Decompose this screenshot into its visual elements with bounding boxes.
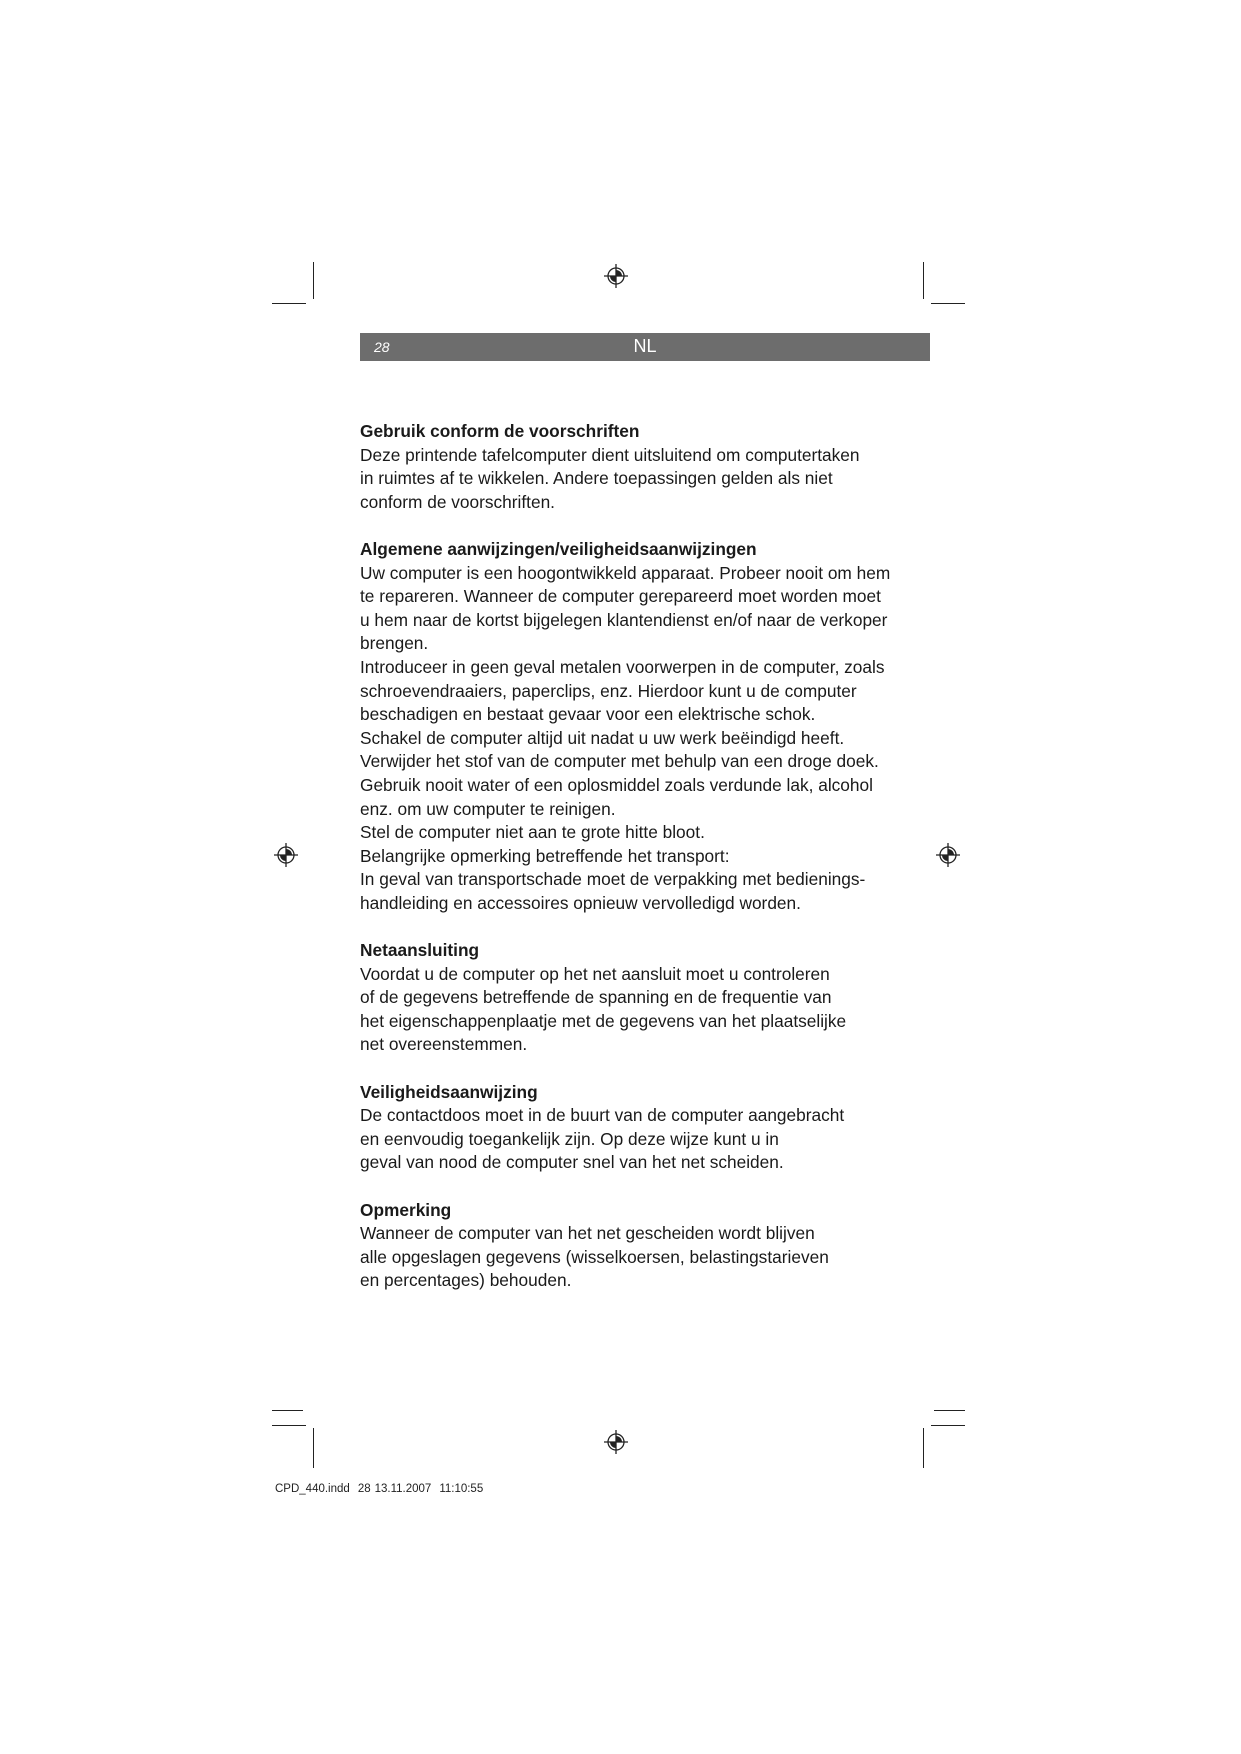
- registration-mark-icon: [936, 843, 960, 867]
- crop-mark-bottom-left-horizontal-b: [272, 1425, 306, 1426]
- section-heading: Veiligheidsaanwijzing: [360, 1081, 538, 1102]
- text-line: Wanneer de computer van het net gescheiden wordt blijven: [360, 1223, 815, 1244]
- paragraph: [360, 821, 900, 915]
- text-line: geval van nood de computer snel van het net scheiden.: [360, 1152, 784, 1173]
- text-line: beschadigen en bestaat gevaar voor een elektrische schok.: [360, 704, 816, 725]
- text-line: en eenvoudig toegankelijk zijn. Op deze wijze kunt u in: [360, 1128, 779, 1149]
- text-line: Gebruik nooit water of een oplosmiddel zoals verdunde lak, alcohol: [360, 774, 873, 795]
- paragraph: [360, 1104, 900, 1175]
- crop-mark-bottom-right-horizontal-b: [931, 1425, 965, 1426]
- crop-mark-top-left-vertical: [313, 262, 314, 299]
- print-slug: [275, 1483, 491, 1495]
- registration-mark-icon: [604, 264, 628, 288]
- text-line: In geval van transportschade moet de verpakking met bedienings-: [360, 869, 866, 890]
- text-line: het eigenschappenplaatje met de gegevens van het plaatselijke: [360, 1010, 847, 1031]
- text-line: en percentages) behouden.: [360, 1270, 572, 1291]
- paragraph: [360, 1222, 900, 1293]
- crop-mark-bottom-left-vertical: [313, 1428, 314, 1468]
- crop-mark-bottom-left-horizontal-a: [272, 1410, 303, 1411]
- text-line: net overeenstemmen.: [360, 1034, 528, 1055]
- text-line: u hem naar de kortst bijgelegen klantendienst en/of naar de verkoper: [360, 609, 888, 630]
- section: [360, 939, 900, 1057]
- text-line: in ruimtes af te wikkelen. Andere toepassingen gelden als niet: [360, 468, 833, 489]
- slug-date: 13.11.2007: [374, 1483, 432, 1495]
- section: [360, 1081, 900, 1175]
- section: [360, 420, 900, 514]
- crop-mark-top-right-vertical: [923, 262, 924, 299]
- registration-mark-icon: [274, 843, 298, 867]
- text-line: Deze printende tafelcomputer dient uitsluitend om computertaken: [360, 444, 860, 465]
- section-heading: Netaansluiting: [360, 940, 480, 961]
- language-label: NL: [633, 336, 657, 356]
- crop-mark-bottom-right-vertical: [923, 1428, 924, 1468]
- page-number: 28: [374, 339, 390, 355]
- text-line: Stel de computer niet aan te grote hitte bloot.: [360, 822, 705, 843]
- text-line: te repareren. Wanneer de computer gerepareerd moet worden moet: [360, 586, 881, 607]
- slug-page: 28: [357, 1483, 371, 1495]
- text-line: Uw computer is een hoogontwikkeld apparaat. Probeer nooit om hem: [360, 562, 891, 583]
- slug-file: CPD_440.indd: [275, 1483, 350, 1495]
- text-line: Introduceer in geen geval metalen voorwerpen in de computer, zoals: [360, 656, 885, 677]
- text-line: Belangrijke opmerking betreffende het transport:: [360, 845, 730, 866]
- text-line: conform de voorschriften.: [360, 491, 555, 512]
- text-line: of de gegevens betreffende de spanning en de frequentie van: [360, 987, 832, 1008]
- text-line: Verwijder het stof van de computer met behulp van een droge doek.: [360, 751, 879, 772]
- text-line: schroevendraaiers, paperclips, enz. Hierdoor kunt u de computer: [360, 680, 857, 701]
- crop-mark-top-left-horizontal: [272, 303, 306, 304]
- paragraph: [360, 727, 900, 821]
- document-body: [360, 420, 900, 1317]
- crop-mark-bottom-right-horizontal-a: [934, 1410, 965, 1411]
- paragraph: [360, 444, 900, 515]
- slug-time: 11:10:55: [439, 1483, 484, 1495]
- section: [360, 538, 900, 916]
- section-heading: Gebruik conform de voorschriften: [360, 421, 640, 441]
- paragraph: [360, 656, 900, 727]
- section-heading: Algemene aanwijzingen/veiligheidsaanwijzingen: [360, 538, 757, 559]
- text-line: enz. om uw computer te reinigen.: [360, 798, 616, 819]
- paragraph: [360, 562, 900, 656]
- page-header-bar: [360, 333, 930, 361]
- section-heading: Opmerking: [360, 1199, 452, 1220]
- crop-mark-top-right-horizontal: [931, 303, 965, 304]
- paragraph: [360, 963, 900, 1057]
- text-line: alle opgeslagen gegevens (wisselkoersen, belastingstarieven: [360, 1246, 829, 1267]
- registration-mark-icon: [604, 1430, 628, 1454]
- text-line: handleiding en accessoires opnieuw vervolledigd worden.: [360, 892, 801, 913]
- text-line: brengen.: [360, 633, 429, 654]
- text-line: Voordat u de computer op het net aansluit moet u controleren: [360, 963, 830, 984]
- section: [360, 1199, 900, 1293]
- text-line: Schakel de computer altijd uit nadat u uw werk beëindigd heeft.: [360, 727, 845, 748]
- text-line: De contactdoos moet in de buurt van de computer aangebracht: [360, 1105, 845, 1126]
